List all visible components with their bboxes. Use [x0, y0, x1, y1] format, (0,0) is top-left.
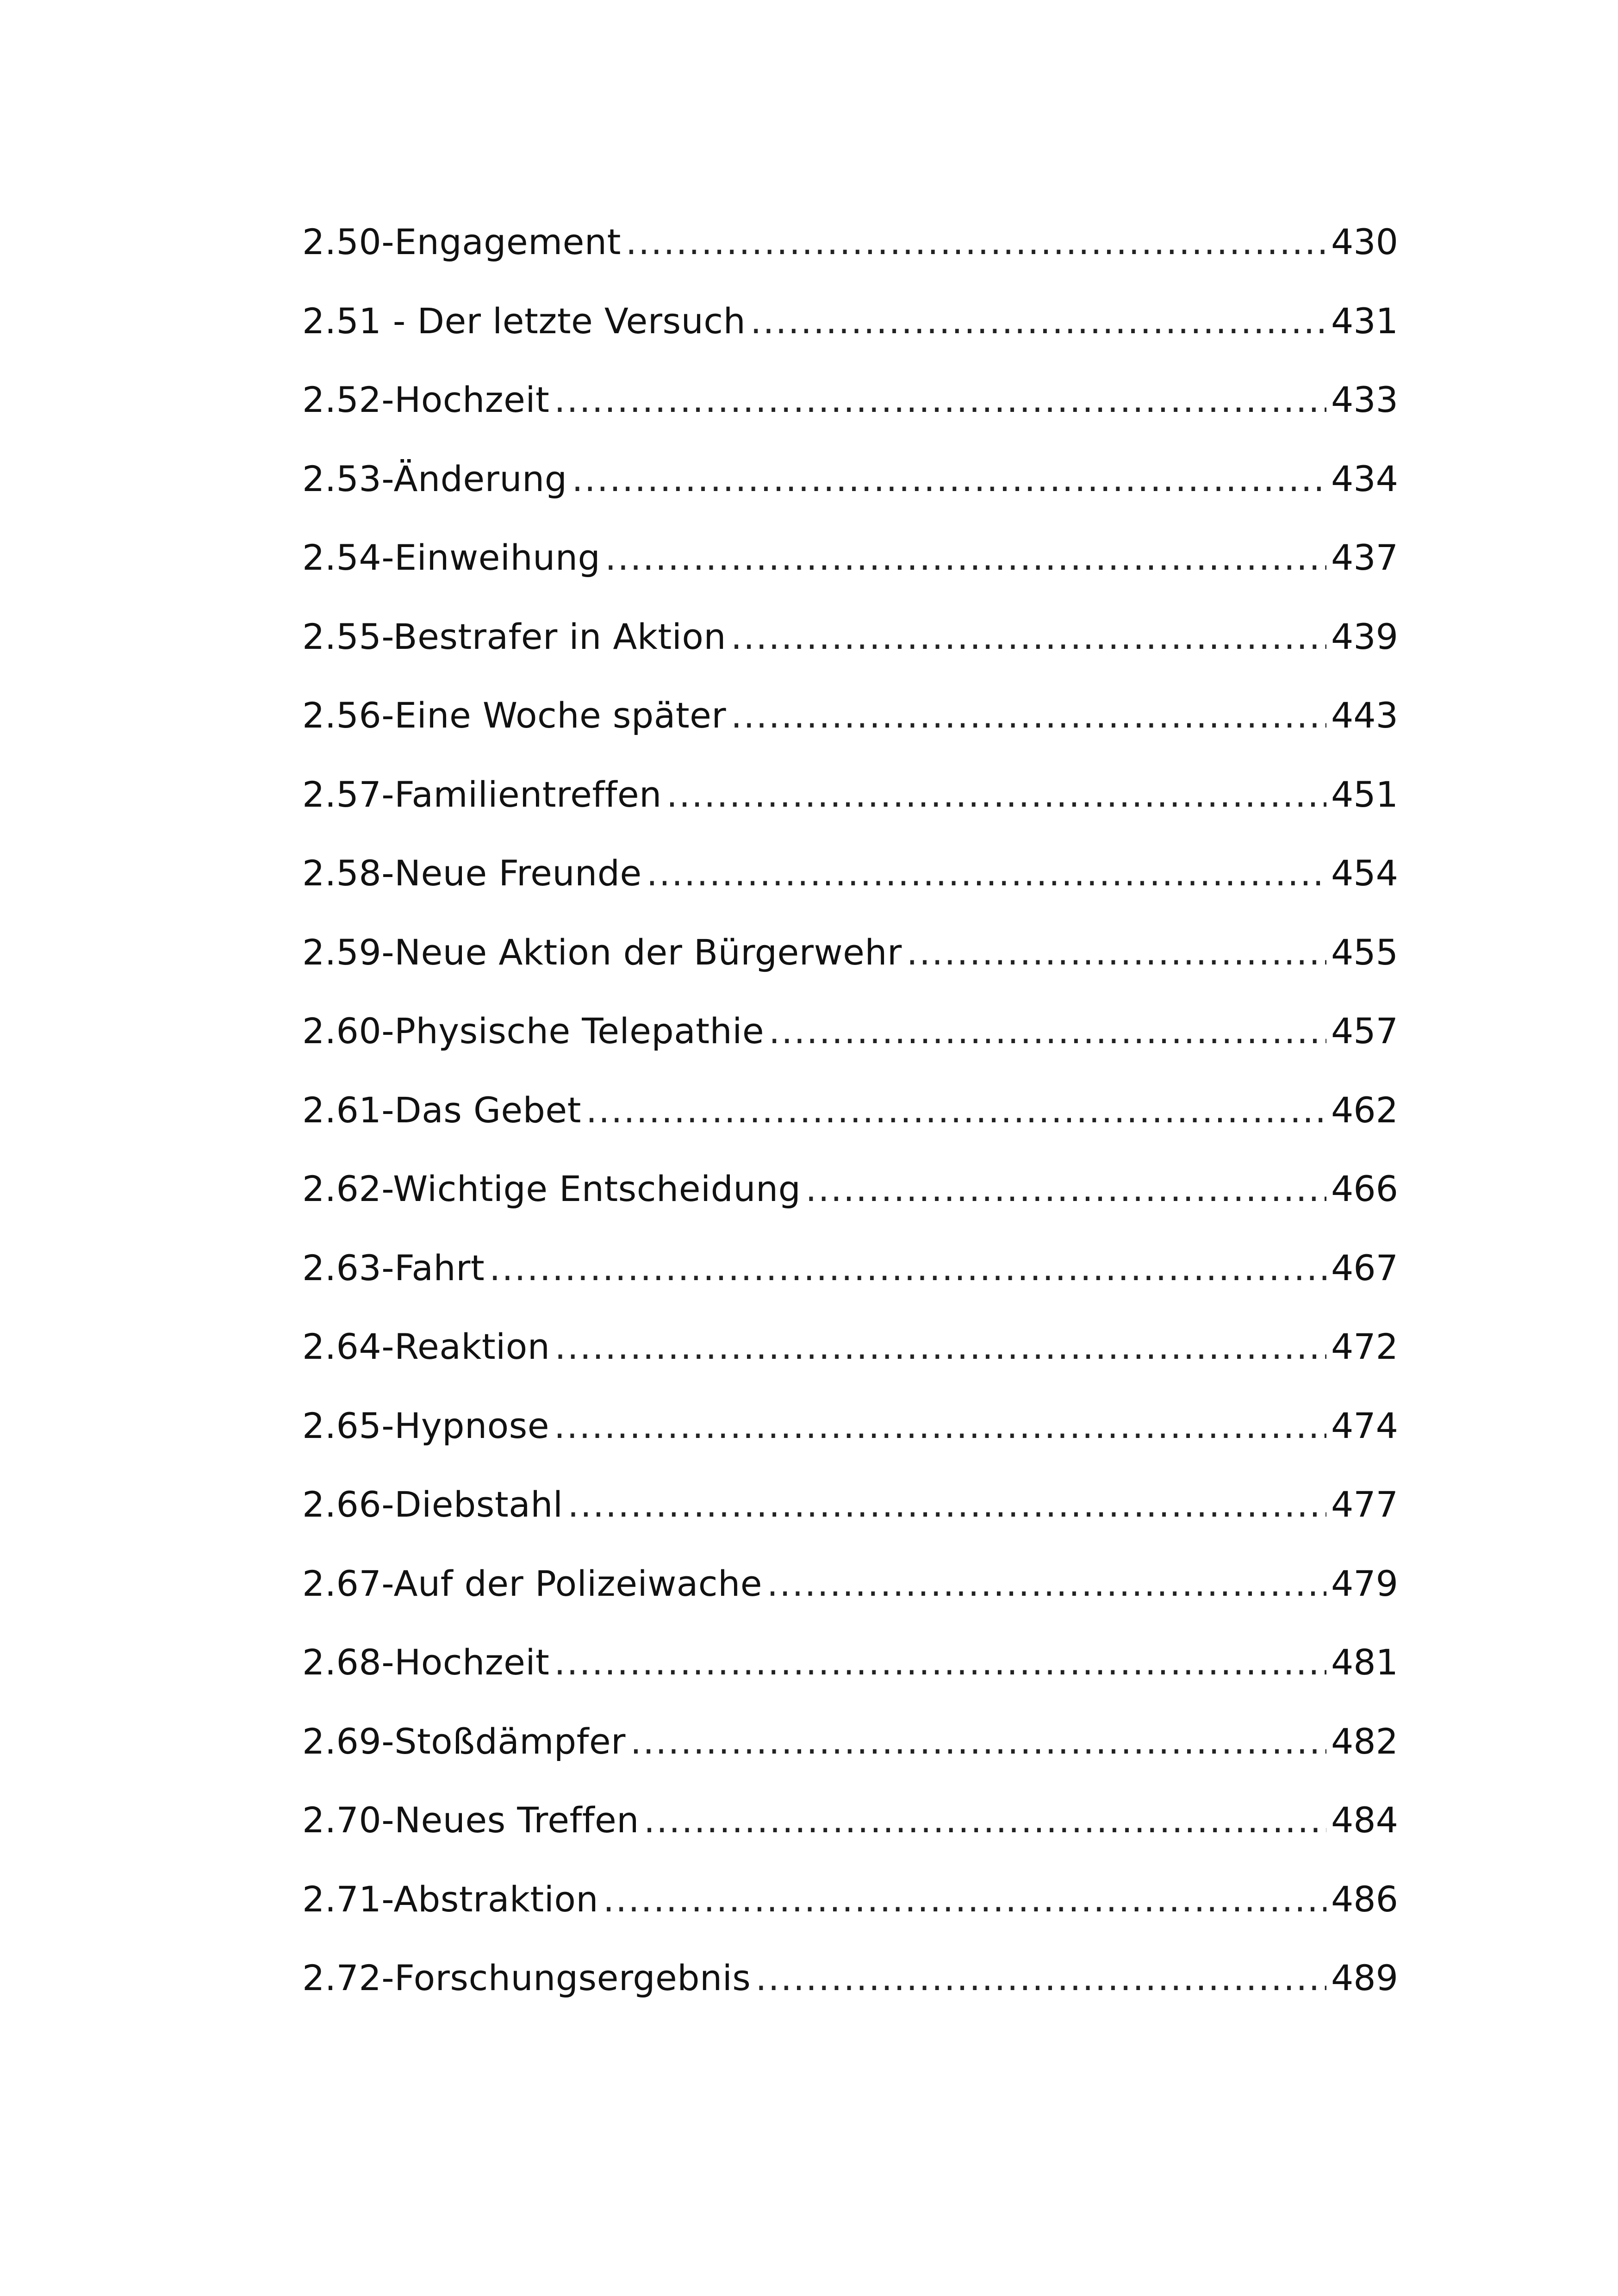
toc-entry[interactable] — [302, 214, 1398, 293]
dot-leader — [666, 767, 1326, 822]
dot-leader — [586, 1083, 1326, 1138]
dot-leader — [805, 1161, 1326, 1217]
toc-entry[interactable] — [302, 1240, 1398, 1319]
toc-entry[interactable] — [302, 1003, 1398, 1083]
toc-entry-title: 2.51 - Der letzte Versuch — [302, 300, 746, 342]
toc-entry-page-number: 439 — [1331, 616, 1398, 657]
toc-entry-page-number: 479 — [1331, 1562, 1398, 1604]
dot-leader — [603, 1872, 1326, 1927]
toc-entry[interactable] — [302, 1792, 1398, 1872]
toc-entry-title: 2.53-Änderung — [302, 458, 567, 499]
toc-entry-page-number: 482 — [1331, 1720, 1398, 1762]
toc-entry[interactable] — [302, 688, 1398, 767]
toc-entry-title: 2.64-Reaktion — [302, 1326, 550, 1367]
dot-leader — [626, 214, 1326, 270]
toc-entry-page-number: 484 — [1331, 1799, 1398, 1841]
toc-entry-page-number: 467 — [1331, 1247, 1398, 1288]
toc-entry-page-number: 457 — [1331, 1010, 1398, 1052]
toc-entry-page-number: 431 — [1331, 300, 1398, 342]
toc-entry-title: 2.60-Physische Telepathie — [302, 1010, 765, 1052]
toc-entry-page-number: 451 — [1331, 773, 1398, 815]
toc-entry-title: 2.72-Forschungsergebnis — [302, 1957, 751, 1998]
toc-entry[interactable] — [302, 451, 1398, 530]
toc-entry-page-number: 474 — [1331, 1405, 1398, 1446]
dot-leader — [731, 688, 1326, 743]
toc-entry-title: 2.61-Das Gebet — [302, 1089, 581, 1131]
toc-entry-title: 2.67-Auf der Polizeiwache — [302, 1562, 763, 1604]
toc-entry[interactable] — [302, 1083, 1398, 1162]
dot-leader — [572, 451, 1326, 507]
toc-entry[interactable] — [302, 1319, 1398, 1398]
toc-entry-title: 2.54-Einweihung — [302, 537, 601, 578]
toc-entry[interactable] — [302, 925, 1398, 1004]
toc-entry[interactable] — [302, 372, 1398, 451]
toc-entry[interactable] — [302, 1714, 1398, 1793]
toc-entry-title: 2.62-Wichtige Entscheidung — [302, 1168, 801, 1209]
toc-entry[interactable] — [302, 530, 1398, 609]
toc-entry-title: 2.63-Fahrt — [302, 1247, 485, 1288]
dot-leader — [554, 1319, 1326, 1375]
toc-entry-title: 2.56-Eine Woche später — [302, 695, 727, 736]
toc-entry-page-number: 443 — [1331, 695, 1398, 736]
toc-entry[interactable] — [302, 1161, 1398, 1240]
toc-entry-page-number: 462 — [1331, 1089, 1398, 1131]
toc-entry[interactable] — [302, 1477, 1398, 1556]
dot-leader — [630, 1714, 1326, 1769]
toc-entry-title: 2.58-Neue Freunde — [302, 852, 642, 894]
toc-entry-title: 2.50-Engagement — [302, 221, 621, 262]
dot-leader — [731, 609, 1326, 665]
toc-entry-title: 2.65-Hypnose — [302, 1405, 550, 1446]
toc-entry[interactable] — [302, 1872, 1398, 1951]
dot-leader — [554, 1635, 1326, 1690]
toc-entry[interactable] — [302, 293, 1398, 373]
toc-entry-title: 2.57-Familientreffen — [302, 773, 662, 815]
dot-leader — [489, 1240, 1326, 1296]
toc-entry-title: 2.70-Neues Treffen — [302, 1799, 639, 1841]
toc-entry-title: 2.59-Neue Aktion der Bürgerwehr — [302, 931, 902, 973]
toc-entry-page-number: 430 — [1331, 221, 1398, 262]
toc-entry-page-number: 481 — [1331, 1642, 1398, 1683]
toc-entry-title: 2.52-Hochzeit — [302, 379, 550, 420]
toc-entry-page-number: 455 — [1331, 931, 1398, 973]
dot-leader — [568, 1477, 1326, 1532]
dot-leader — [554, 1398, 1326, 1454]
toc-entry-page-number: 437 — [1331, 537, 1398, 578]
toc-entry[interactable] — [302, 1950, 1398, 2029]
dot-leader — [750, 293, 1326, 349]
toc-entry-page-number: 454 — [1331, 852, 1398, 894]
dot-leader — [644, 1792, 1326, 1848]
toc-entry-page-number: 434 — [1331, 458, 1398, 499]
dot-leader — [554, 372, 1326, 428]
toc-entry[interactable] — [302, 1635, 1398, 1714]
toc-entry-page-number: 472 — [1331, 1326, 1398, 1367]
table-of-contents — [302, 214, 1398, 2029]
toc-entry-page-number: 486 — [1331, 1878, 1398, 1920]
dot-leader — [605, 530, 1326, 585]
toc-entry-title: 2.71-Abstraktion — [302, 1878, 599, 1920]
dot-leader — [755, 1950, 1326, 2006]
dot-leader — [767, 1556, 1326, 1612]
toc-entry-title: 2.66-Diebstahl — [302, 1484, 563, 1525]
toc-entry-title: 2.69-Stoßdämpfer — [302, 1720, 626, 1762]
toc-entry[interactable] — [302, 846, 1398, 925]
toc-entry-title: 2.55-Bestrafer in Aktion — [302, 616, 726, 657]
dot-leader — [769, 1003, 1326, 1059]
toc-entry[interactable] — [302, 767, 1398, 846]
dot-leader — [647, 846, 1326, 901]
toc-entry[interactable] — [302, 609, 1398, 688]
toc-entry-title: 2.68-Hochzeit — [302, 1642, 550, 1683]
toc-entry[interactable] — [302, 1398, 1398, 1477]
toc-entry-page-number: 477 — [1331, 1484, 1398, 1525]
dot-leader — [907, 925, 1326, 980]
toc-entry-page-number: 433 — [1331, 379, 1398, 420]
toc-entry[interactable] — [302, 1556, 1398, 1635]
toc-entry-page-number: 489 — [1331, 1957, 1398, 1998]
toc-entry-page-number: 466 — [1331, 1168, 1398, 1209]
